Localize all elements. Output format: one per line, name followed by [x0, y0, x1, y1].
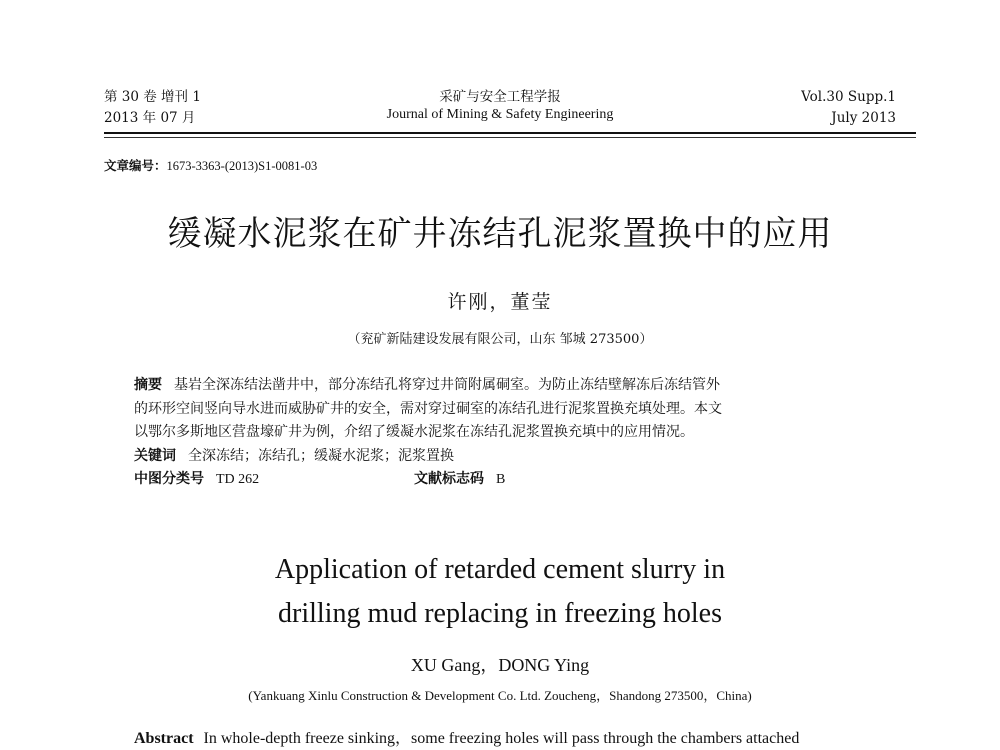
article-id-label: 文章编号：	[104, 158, 167, 173]
classification-row	[134, 468, 894, 492]
abstract-cn-line	[134, 374, 894, 398]
keywords-cn-text: 全深冻结；冻结孔；缓凝水泥浆；泥浆置换	[188, 447, 454, 464]
header-issue-block	[801, 88, 896, 127]
header-rule-thin	[104, 137, 916, 138]
title-en	[0, 548, 1000, 636]
classification-block	[134, 468, 414, 492]
abstract-en-text: In whole-depth freeze sinking，some freezing holes will pass through the chambers attached	[203, 730, 800, 747]
title-en-line1: Application of retarded cement slurry in	[274, 554, 726, 585]
article-id-value: 1673-3363-(2013)S1-0081-03	[166, 159, 318, 173]
classification-label: 中图分类号	[134, 471, 204, 487]
doc-code-value: B	[496, 472, 506, 487]
header-date-en: July 2013	[831, 110, 896, 126]
title-en-line2: drilling mud replacing in freezing holes	[278, 598, 722, 629]
authors-en: XU Gang，DONG Ying	[410, 655, 590, 675]
affiliation-en: (Yankuang Xinlu Construction & Development Co. Ltd. Zoucheng，Shandong 273500，China)	[248, 688, 752, 703]
header-volume-cn: 第 30 卷 增刊 1	[104, 89, 201, 105]
header-journal-en: Journal of Mining & Safety Engineering	[386, 107, 614, 122]
doc-code-label: 文献标志码	[414, 471, 484, 487]
abstract-cn-label: 摘要	[134, 377, 162, 393]
header-journal-cn: 采矿与安全工程学报	[439, 89, 561, 105]
keywords-cn	[134, 445, 894, 469]
title-cn: 缓凝水泥浆在矿井冻结孔泥浆置换中的应用	[167, 214, 833, 254]
abstract-cn-line: 的环形空间竖向导水进而威胁矿井的安全，需对穿过硐室的冻结孔进行泥浆置换充填处理。本文	[134, 400, 722, 417]
abstract-cn-text: 基岩全深冻结法凿井中，部分冻结孔将穿过井筒附属硐室。为防止冻结壁解冻后冻结管外	[174, 377, 720, 393]
header-date-cn: 2013 年 07 月	[104, 110, 196, 126]
header-volume-en: Vol.30 Supp.1	[801, 89, 896, 105]
abstract-en-label: Abstract	[134, 730, 194, 747]
abstract-cn	[134, 374, 894, 492]
affiliation-cn: （兖矿新陆建设发展有限公司，山东 邹城 273500）	[347, 332, 653, 347]
abstract-en	[134, 725, 894, 748]
article-id	[104, 156, 317, 174]
header-rule-thick	[104, 132, 916, 134]
authors-cn: 许刚，董莹	[447, 291, 553, 313]
classification-value: TD 262	[216, 472, 260, 487]
abstract-cn-line: 以鄂尔多斯地区营盘壕矿井为例，介绍了缓凝水泥浆在冻结孔泥浆置换充填中的应用情况。	[134, 424, 694, 440]
keywords-cn-label: 关键词	[134, 447, 176, 464]
